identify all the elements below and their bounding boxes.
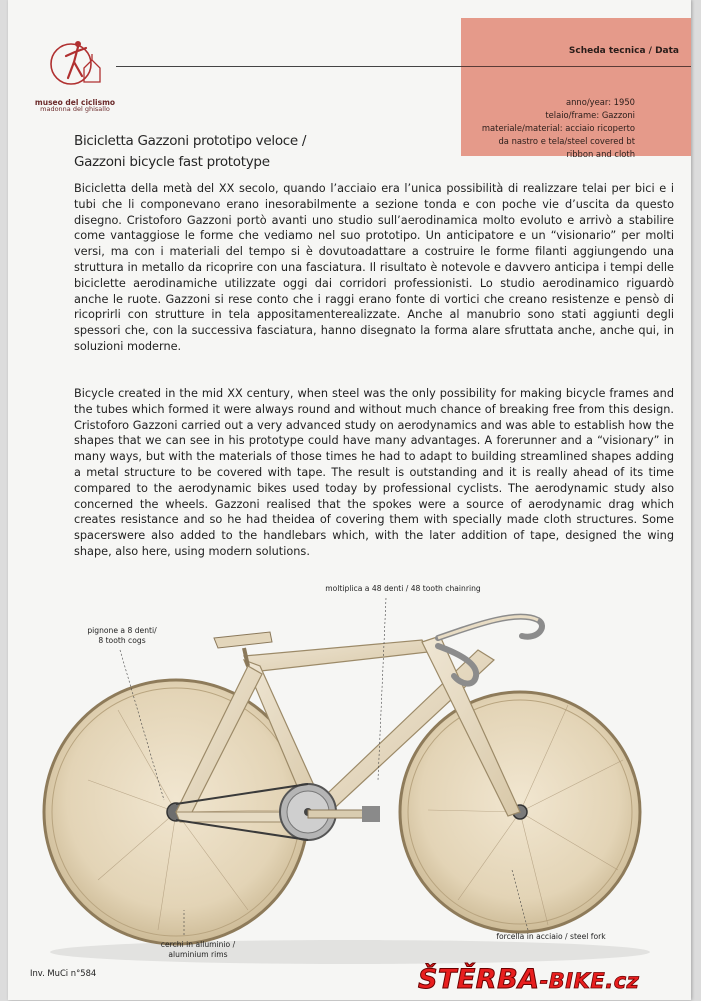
- data-sheet-line: da nastro e tela/steel covered bt: [498, 136, 635, 146]
- museum-subtitle: madonna del ghisallo: [40, 105, 110, 113]
- data-sheet-divider: [461, 66, 691, 67]
- cogs-label: [66, 626, 178, 646]
- header-divider: [116, 66, 461, 67]
- cyclist-figure-logo-icon: [44, 38, 106, 86]
- title-line-english: Gazzoni bicycle fast prototype: [74, 154, 270, 170]
- watermark-suffix: -BIKE.cz: [539, 969, 640, 993]
- cogs-label-line: 8 tooth cogs: [98, 636, 146, 645]
- italian-description: Bicicletta della metà del XX secolo, quando l’acciaio era l’unica possibilità di realizzare telai per bici e i tubi che li componevano erano inesorabilmente a sezione tonda e con poche vie d’uscita da questo disegno. Cristoforo Gazzoni portò avanti uno studio sull’aerodinamica molto evoluto e arrivò a stabilire come vantaggiose le forme che vediamo nel suo prototipo. Un anticipatore e un “visionario” per molti versi, ma con i materiali del tempo si è dovutoadattare a costruire le forme filanti aggiungendo una struttura in metallo da ricoprire con una fasciatura. Il risultato è notevole e davvero anticipa i tempi delle biciclette aerodinamiche utilizzate oggi dai corridori professionisti. Lo studio aerodinamico riguardò anche le ruote. Gazzoni si rese conto che i raggi erano fonte di vortici che creano resistenze e pensò di ricoprirli con strutture in tela appositamenterealizzate. Anche al manubrio sono stati aggiunti degli spessori che, con la successiva fasciatura, hanno disegnato la forma alare sfruttata anche, anche qui, in soluzioni moderne.: [74, 182, 674, 353]
- english-description: Bicycle created in the mid XX century, when steel was the only possibility for making bicycle frames and the tubes which formed it were always round and without much chance of breaking free from this design. Cristoforo Gazzoni carried out a very advanced study on aerodynamics and was able to establish how the shapes that we can see in his prototype could have many advantages. A forerunner and a “visionary” in many ways, but with the materials of those times he had to adapt to building streamlined shapes adding a metal structure to be covered with tape. The result is outstanding and it is really ahead of its time compared to the aerodynamic bikes used today by professional cyclists. The aerodynamic study also concerned the wheels. Gazzoni realised that the spokes were a source of aerodynamic drag which creates resistance and so he had theidea of covering them with specially made cloth structures. Some spacerswere also added to the handlebars which, with the later addition of tape, designed the wing shape, also here, using modern solutions.: [74, 387, 674, 558]
- data-sheet-line: telaio/frame: Gazzoni: [545, 110, 635, 120]
- info-sheet: [8, 0, 691, 1000]
- rims-label: [138, 940, 258, 960]
- cogs-label-line: pignone a 8 denti/: [87, 626, 157, 635]
- site-watermark: [418, 960, 701, 1000]
- data-sheet-line: materiale/material: acciaio ricoperto: [481, 123, 635, 133]
- data-sheet-line: anno/year: 1950: [565, 97, 635, 107]
- data-sheet-box: [461, 18, 691, 159]
- data-sheet-line: ribbon and cloth: [566, 149, 635, 159]
- museum-logo-text: [34, 99, 116, 113]
- rims-label-line: aluminium rims: [168, 950, 228, 959]
- watermark-main: ŠTĚRBA: [418, 964, 540, 995]
- chainring-label: moltiplica a 48 denti / 48 tooth chainring: [325, 584, 481, 593]
- title-line-italian: Bicicletta Gazzoni prototipo veloce /: [74, 133, 307, 149]
- data-sheet-title: Scheda tecnica / Data: [568, 46, 679, 56]
- page-title: [74, 131, 306, 173]
- rims-label-line: cerchi in alluminio /: [160, 940, 236, 949]
- inventory-number: Inv. MuCi n°584: [30, 968, 97, 978]
- museum-name: museo del ciclismo: [34, 98, 116, 107]
- data-sheet-lines: [482, 96, 635, 161]
- fork-label: forcella in acciaio / steel fork: [496, 932, 606, 941]
